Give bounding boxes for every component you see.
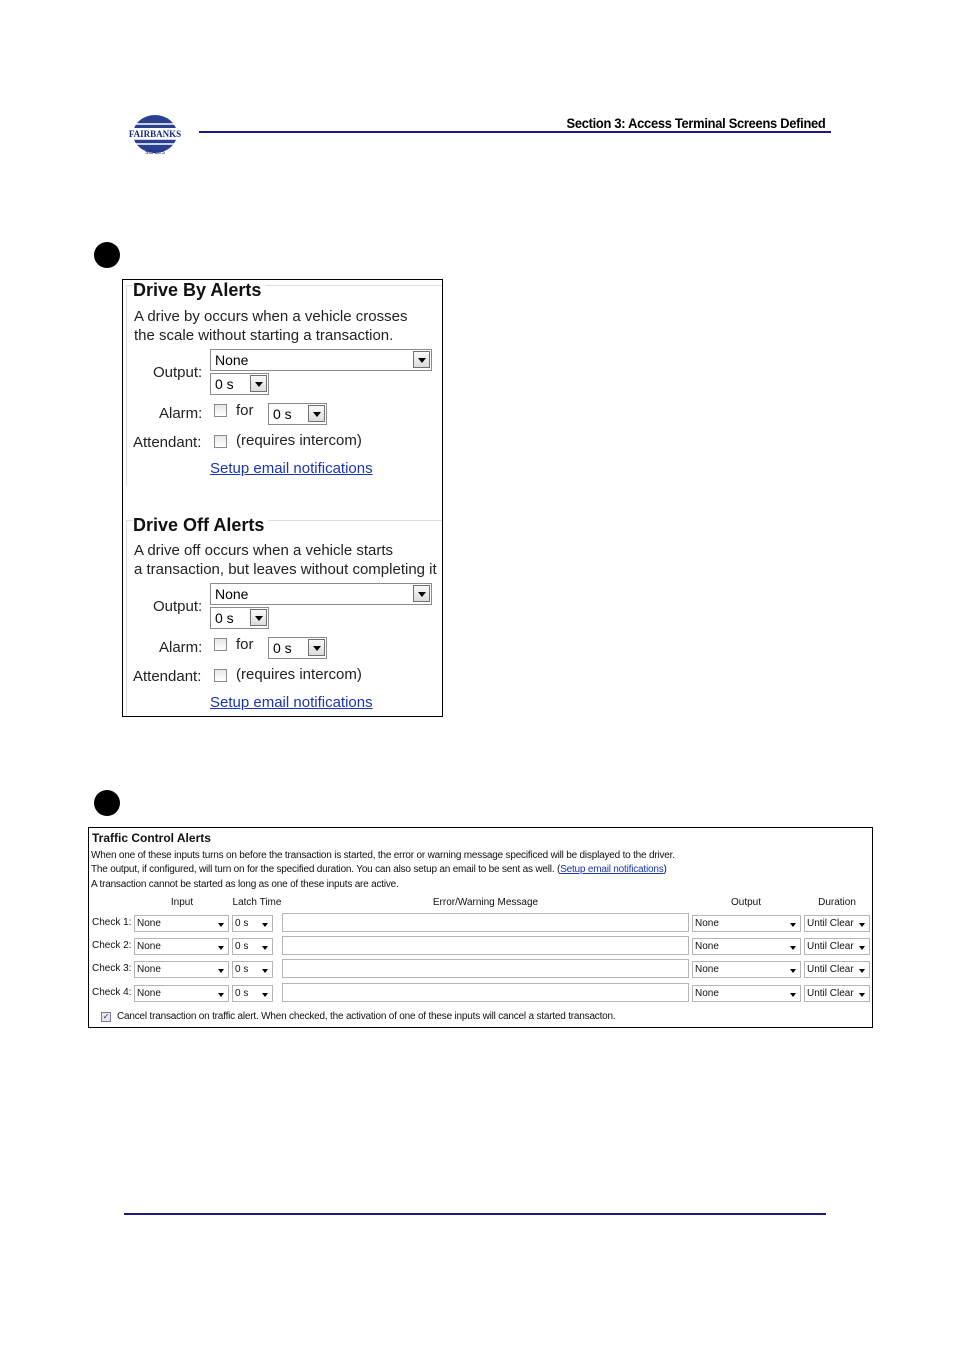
chevron-down-icon — [308, 639, 325, 656]
row-output-select[interactable]: None — [692, 915, 801, 932]
fairbanks-logo — [124, 112, 186, 156]
row-latch-select[interactable]: 0 s — [232, 938, 273, 955]
col-duration: Duration — [818, 897, 856, 908]
drive-off-email-link[interactable]: Setup email notifications — [210, 694, 373, 711]
drive-by-output-value: None — [215, 352, 249, 368]
chevron-down-icon — [250, 375, 267, 392]
drive-by-output-label: Output: — [153, 364, 203, 381]
row-duration-select[interactable]: Until Clear — [804, 938, 870, 955]
drive-by-alarm-checkbox[interactable] — [214, 404, 227, 417]
svg-text:SCALES: SCALES — [145, 150, 165, 156]
drive-by-alarm-time-select[interactable] — [268, 403, 327, 425]
drive-off-attendant-label: Attendant: — [133, 668, 202, 685]
drive-by-desc-1: A drive by occurs when a vehicle crosses — [134, 308, 408, 325]
row-output-select[interactable]: None — [692, 985, 801, 1002]
row-message-input[interactable] — [282, 983, 689, 1002]
drive-off-for-label: for — [236, 636, 254, 653]
traffic-line-2 — [91, 864, 667, 875]
drive-by-output-time-select[interactable] — [210, 373, 269, 395]
drive-off-alarm-checkbox[interactable] — [214, 638, 227, 651]
row-latch-select[interactable]: 0 s — [232, 915, 273, 932]
footer-rule — [124, 1213, 826, 1215]
drive-off-alarm-label: Alarm: — [159, 639, 203, 656]
row-duration-select[interactable]: Until Clear — [804, 961, 870, 978]
traffic-control-panel — [88, 827, 873, 1028]
chevron-down-icon — [413, 351, 430, 368]
drive-off-desc-2: a transaction, but leaves without completing it — [134, 561, 437, 578]
drive-off-output-time-value: 0 s — [215, 610, 234, 626]
drive-by-email-link[interactable]: Setup email notifications — [210, 460, 373, 477]
traffic-email-link[interactable]: Setup email notifications — [560, 864, 664, 875]
row-input-select[interactable]: None — [134, 915, 229, 932]
section-title: Section 3: Access Terminal Screens Defined — [566, 115, 826, 131]
traffic-line-1: When one of these inputs turns on before the transaction is started, the error or warning message specificed will be displayed to the driver. — [91, 850, 675, 861]
drive-by-requires: (requires intercom) — [236, 432, 362, 449]
drive-by-for-label: for — [236, 402, 254, 419]
drive-by-output-select[interactable] — [210, 349, 432, 371]
drive-off-output-time-select[interactable] — [210, 607, 269, 629]
row-label: Check 3: — [92, 963, 132, 974]
drive-off-output-value: None — [215, 586, 249, 602]
alerts-panel — [122, 279, 443, 717]
row-label: Check 4: — [92, 987, 132, 998]
chevron-down-icon — [250, 609, 267, 626]
col-input: Input — [170, 897, 194, 908]
row-latch-select[interactable]: 0 s — [232, 961, 273, 978]
bullet-1 — [94, 242, 120, 268]
traffic-line-3: A transaction cannot be started as long as one of these inputs are active. — [91, 879, 399, 890]
col-output: Output — [730, 897, 762, 908]
row-message-input[interactable] — [282, 959, 689, 978]
row-duration-select[interactable]: Until Clear — [804, 915, 870, 932]
row-output-select[interactable]: None — [692, 961, 801, 978]
drive-by-title: Drive By Alerts — [133, 280, 265, 301]
drive-off-requires: (requires intercom) — [236, 666, 362, 683]
row-message-input[interactable] — [282, 936, 689, 955]
drive-off-alarm-time-value: 0 s — [273, 640, 292, 656]
row-duration-select[interactable]: Until Clear — [804, 985, 870, 1002]
drive-by-attendant-checkbox[interactable] — [214, 435, 227, 448]
drive-off-attendant-checkbox[interactable] — [214, 669, 227, 682]
col-latch-time: Latch Time — [232, 897, 282, 908]
row-output-select[interactable]: None — [692, 938, 801, 955]
drive-by-alarm-label: Alarm: — [159, 405, 203, 422]
cancel-transaction-checkbox[interactable]: ✓ — [102, 1012, 110, 1021]
drive-by-desc-2: the scale without starting a transaction. — [134, 327, 394, 344]
traffic-line-2-text: The output, if configured, will turn on for the specified duration. You can also setup an email to be sent as well. ( — [91, 864, 561, 875]
traffic-title: Traffic Control Alerts — [92, 831, 211, 845]
svg-text:FAIRBANKS: FAIRBANKS — [128, 129, 182, 139]
drive-off-output-select[interactable] — [210, 583, 432, 605]
drive-by-output-time-value: 0 s — [215, 376, 234, 392]
row-latch-select[interactable]: 0 s — [232, 985, 273, 1002]
drive-off-output-label: Output: — [153, 598, 203, 615]
drive-off-alarm-time-select[interactable] — [268, 637, 327, 659]
row-message-input[interactable] — [282, 913, 689, 932]
col-message: Error/Warning Message — [432, 897, 539, 908]
chevron-down-icon — [308, 405, 325, 422]
row-input-select[interactable]: None — [134, 985, 229, 1002]
bullet-2 — [94, 790, 120, 816]
row-input-select[interactable]: None — [134, 938, 229, 955]
header-rule — [199, 131, 831, 133]
drive-by-alarm-time-value: 0 s — [273, 406, 292, 422]
row-label: Check 2: — [92, 940, 132, 951]
traffic-line-2-end: ) — [663, 864, 667, 875]
cancel-transaction-label: Cancel transaction on traffic alert. When checked, the activation of one of these inputs will cancel a started transacton. — [117, 1011, 616, 1022]
drive-by-attendant-label: Attendant: — [133, 434, 202, 451]
drive-off-title: Drive Off Alerts — [133, 515, 268, 536]
chevron-down-icon — [413, 585, 430, 602]
row-input-select[interactable]: None — [134, 961, 229, 978]
row-label: Check 1: — [92, 917, 132, 928]
drive-off-desc-1: A drive off occurs when a vehicle starts — [134, 542, 394, 559]
